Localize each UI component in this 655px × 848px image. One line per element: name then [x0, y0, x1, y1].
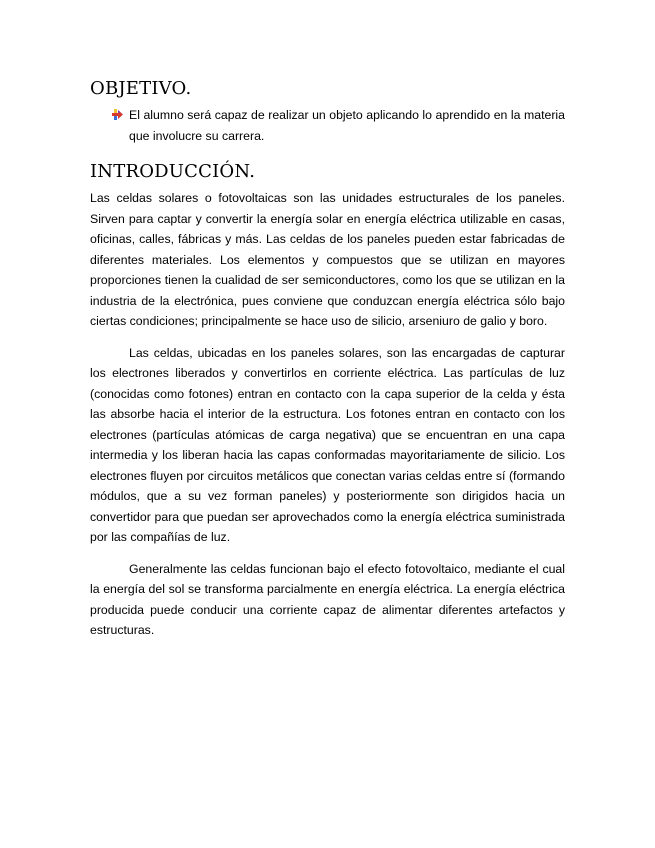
arrow-bullet-icon: [112, 109, 123, 120]
intro-paragraph-2: Las celdas, ubicadas en los paneles solares, son las encargadas de capturar los electrones liberados y convertirlos en corriente eléctrica. Las partículas de luz (conocidas como fotones) entran en contacto con la capa superior de la celda y ésta las absorbe hacia el interior de la estructura. Los fotones entran en contacto con los electrones (partículas atómicas de carga negativa) que se encuentran en una capa intermedia y los liberan hacia las capas conformadas mayoritariamente de silicio. Los electrones fluyen por circuitos metálicos que conectan varias celdas entre sí (formando módulos, que a su vez forman paneles) y posteriormente son dirigidos hacia un convertidor para que puedan ser aprovechados como la energía eléctrica suministrada por las compañías de luz.: [90, 345, 565, 544]
intro-paragraph-3: Generalmente las celdas funcionan bajo el efecto fotovoltaico, mediante el cual la energía del sol se transforma parcialmente en energía eléctrica. La energía eléctrica producida puede conducir una corriente capaz de alimentar diferentes artefactos y estructuras.: [90, 561, 565, 637]
objetivo-text: El alumno será capaz de realizar un objeto aplicando lo aprendido en la materia que involucre su carrera.: [129, 108, 565, 143]
objetivo-heading: OBJETIVO.: [90, 78, 192, 99]
objetivo-list: [90, 105, 565, 146]
list-item: [90, 105, 565, 146]
document-page: [90, 78, 565, 641]
introduccion-heading: INTRODUCCIÓN.: [90, 161, 256, 182]
intro-paragraph-1: Las celdas solares o fotovoltaicas son las unidades estructurales de los paneles. Sirven para captar y convertir la energía solar en energía eléctrica utilizable en casas, oficinas, calles, fábricas y más. Las celdas de los paneles pueden estar fabricadas de diferentes materiales. Los elementos y compuestos que se utilizan en mayores proporciones tienen la cualidad de ser semiconductores, como los que se utilizan en la industria de la electrónica, pues conviene que conduzcan energía eléctrica sólo bajo ciertas condiciones; principalmente se hace uso de silicio, arseniuro de galio y boro.: [90, 191, 565, 328]
